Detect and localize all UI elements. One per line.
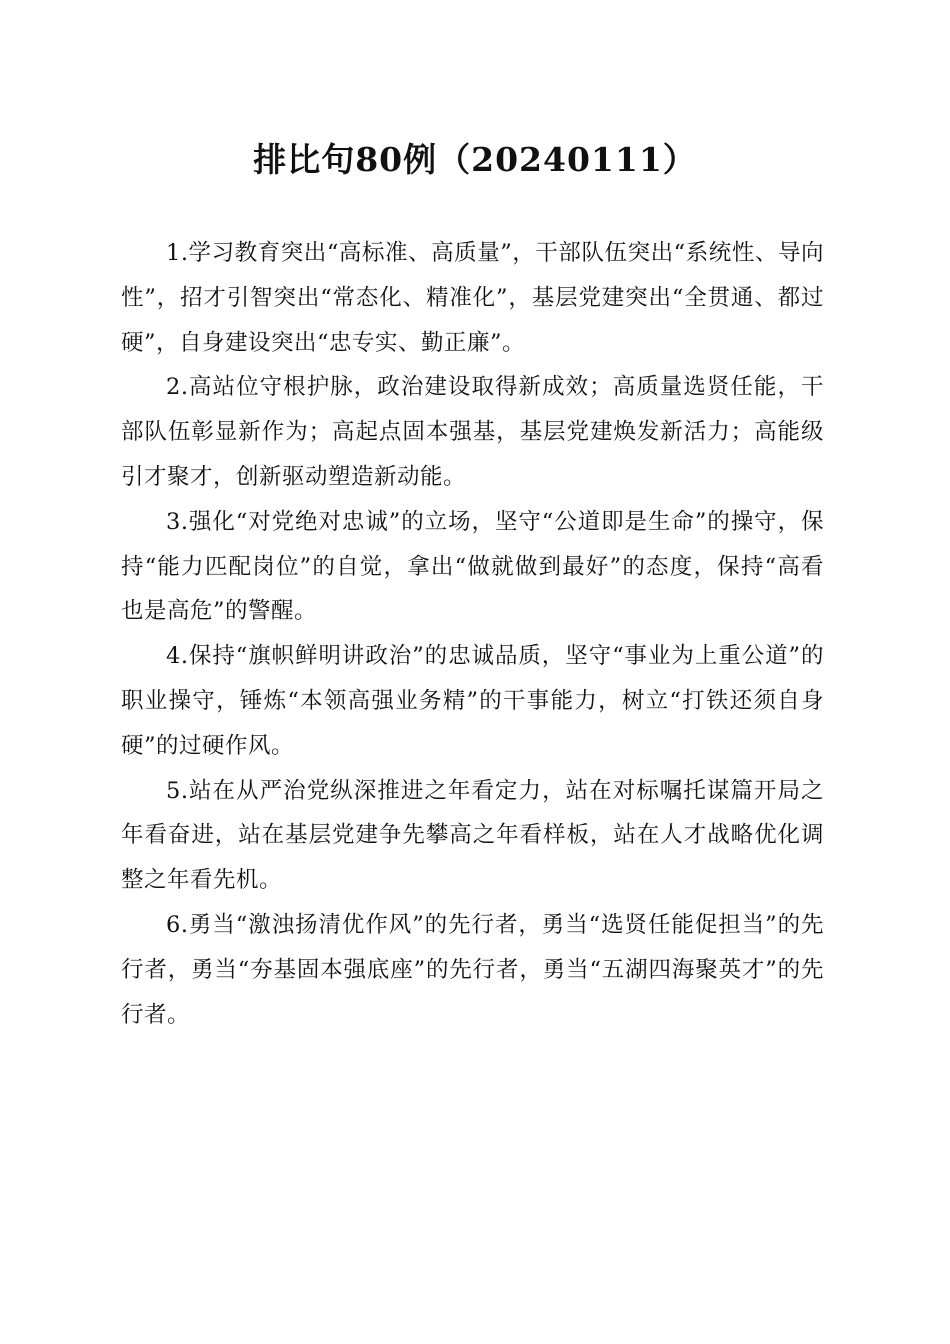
paragraph-4: 4.保持“旗帜鲜明讲政治”的忠诚品质，坚守“事业为上重公道”的职业操守，锤炼“本领高强业务精”的干事能力，树立“打铁还须自身硬”的过硬作风。	[121, 643, 824, 759]
paragraph-6: 6.勇当“激浊扬清优作风”的先行者，勇当“选贤任能促担当”的先行者，勇当“夯基固本强底座”的先行者，勇当“五湖四海聚英才”的先行者。	[121, 911, 824, 1028]
document-title: 排比句80例（20240111）	[253, 140, 697, 179]
paragraph-5: 5.站在从严治党纵深推进之年看定力，站在对标嘱托谋篇开局之年看奋进，站在基层党建争先攀高之年看样板，站在人才战略优化调整之年看先机。	[121, 777, 824, 894]
document-body	[121, 231, 824, 1037]
paragraph-2: 2.高站位守根护脉，政治建设取得新成效；高质量选贤任能，干部队伍彰显新作为；高起点固本强基，基层党建焕发新活力；高能级引才聚才，创新驱动塑造新动能。	[121, 374, 824, 490]
paragraph-1: 1.学习教育突出“高标准、高质量”，干部队伍突出“系统性、导向性”，招才引智突出“常态化、精准化”，基层党建突出“全贯通、都过硬”，自身建设突出“忠专实、勤正廉”。	[121, 240, 824, 356]
paragraph-3: 3.强化“对党绝对忠诚”的立场，坚守“公道即是生命”的操守，保持“能力匹配岗位”的自觉，拿出“做就做到最好”的态度，保持“高看也是高危”的警醒。	[121, 508, 824, 625]
